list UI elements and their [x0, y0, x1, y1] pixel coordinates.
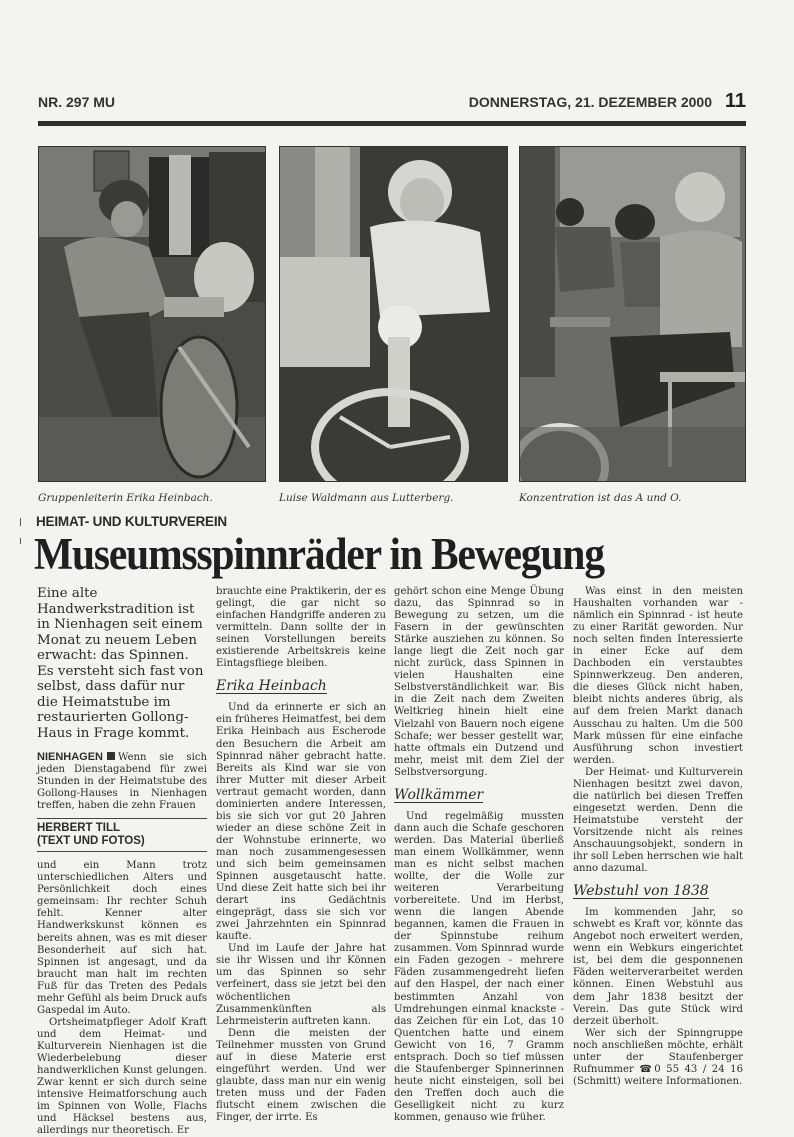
- edition-number: NR. 297 MU: [38, 94, 116, 110]
- page-number: 11: [724, 90, 746, 112]
- photo-1-image: [39, 147, 265, 481]
- photo-3-image: [520, 147, 745, 481]
- body-paragraph: Und regelmäßig mussten dann auch die Schafe geschoren werden. Das Material überließ man einem Wollkämmer, wenn man es nicht selbst machen wollte, der die Wolle zur weiteren Verarbeitung vorbereitete. Und im Herbst, wenn die langen Abende begannen, kamen die Frauen in der Spinnstube reihum zusammen. Vom Spinnrad wurde ein Faden gezogen - mehrere Fäden zusammengedreht liefen auf den Haspel, der nach einer bestimmten Anzahl von Umdrehungen einmal knackste - das Zeichen für ein Lot, das 10 Quentchen hatte und einem Gewicht von 16, 7 Gramm entsprach. Doch so tief müssen die Staufenberger Spinnerinnen heute nicht einsteigen, soll bei den Treffen doch auch die Geselligkeit nicht zu kurz kommen, genauso wie früher.: [394, 810, 564, 1123]
- subhead-webstuhl: Webstuhl von 1838: [573, 883, 709, 900]
- body-paragraph: gehört schon eine Menge Übung dazu, das Spinnrad so in Bewegung zu setzen, um die Fasern in der gewünschten Stärke ausziehen zu können. So lange liegt die Zeit noch gar nicht zurück, dass Spinnen in vielen Haushalten eine Selbstverständlichkeit war. Bis in die Zeit nach dem Zweiten Weltkrieg hinein hielt eine Vielzahl von Bauern noch eigene Schafe; wer besser gestellt war, hatte oftmals ein Dutzend und mehr, meist mit dem Ziel der Selbstversorgung.: [394, 586, 564, 778]
- byline-box: [37, 818, 207, 852]
- contact-paragraph: [573, 1028, 743, 1088]
- article-headline: Museumsspinnräder in Bewegung: [34, 529, 604, 579]
- body-paragraph: Was einst in den meisten Haushalten vorhanden war - nämlich ein Spinnrad - ist heute zu einer Rarität geworden. Nur noch selten finden Interessierte in einer Ecke auf dem Dachboden ein verstaubtes Spinnwerkzeug. Den anderen, die dieses Glück nicht haben, bleibt nichts anderes übrig, als auf dem freien Markt danach Ausschau zu halten. Um die 500 Mark müssen für eine einfache Ausführung schon investiert werden.: [573, 586, 743, 766]
- photo-erika-heinbach: [38, 146, 266, 482]
- article-kicker: HEIMAT- UND KULTURVEREIN: [36, 514, 227, 529]
- body-paragraph: Ortsheimatpfleger Adolf Kraft und dem Heimat- und Kulturverein Nienhagen ist die Wiederbelebung dieser handwerklichen Kunst gelungen. Zwar kennt er sich durch seine intensive Heimatforschung auch im Spinnen von Wolle, Flachs und Häcksel bestens aus, allerdings nur theoretisch. Er: [37, 1016, 207, 1137]
- article-column-2: [216, 586, 386, 1124]
- phone-number: 0 55 43 / 24 16: [654, 1063, 743, 1075]
- body-paragraph: Und im Laufe der Jahre hat sie ihr Wissen und ihr Können um das Spinnen so sehr verfeinert, dass sie jetzt bei den wöchentlichen Zusammenkünften als Lehrmeisterin auftreten kann.: [216, 943, 386, 1027]
- subhead-erika-heinbach: Erika Heinbach: [216, 678, 327, 695]
- intro-paragraph: [37, 751, 207, 812]
- margin-mark: [20, 518, 21, 526]
- body-paragraph: Denn die meisten der Teilnehmer mussten von Grund auf in diese Materie erst eingeführt werden. Und wer glaubte, dass man nur ein wenig treten muss und der Faden flutscht einem zwischen die Finger, der irrte. Es: [216, 1027, 386, 1123]
- contact-text-end: (Schmitt) weitere Informationen.: [573, 1075, 743, 1087]
- body-paragraph: und ein Mann trotz unterschiedlichen Alters und Persönlichkeit doch eines gemeinsam: Ihr rechter Schuh fehlt. Kenner alter Handwerkskunst können es bereits ahnen, was es mit dieser Besonderheit auf sich hat. Spinnen ist angesagt, und da braucht man halt im rechten Fuß für das Treten des Pedals mehr Gefühl als beim Druck aufs Gaspedal im Auto.: [37, 860, 207, 1016]
- photo-2-caption: Luise Waldmann aus Lutterberg.: [279, 492, 454, 504]
- article-column-1: [37, 586, 207, 1137]
- photo-2-image: [280, 147, 507, 481]
- byline-credit: (TEXT UND FOTOS): [37, 835, 145, 848]
- body-paragraph: Im kommenden Jahr, so schwebt es Kraft vor, könnte das Angebot noch erweitert werden, wenn ein Webkurs eingerichtet ist, bei dem die gesponnenen Fäden weiterverarbeitet werden können. Einen Webstuhl aus dem Jahr 1838 besitzt der Verein. Das gute Stück wird derzeit überholt.: [573, 907, 743, 1027]
- intro-text: Wenn sie sich jeden Dienstagabend für zwei Stunden in der Heimatstube des Gollong-Hauses in Nienhagen treffen, haben die zehn Frauen: [37, 752, 207, 812]
- contact-text: Wer sich der Spinngruppe noch anschließen möchte, erhält unter der Staufenberger Rufnummer: [573, 1027, 743, 1075]
- masthead-rule: [38, 121, 746, 126]
- margin-mark: [20, 538, 21, 544]
- article-column-3: [394, 586, 564, 1124]
- body-paragraph: Und da erinnerte er sich an ein früheres Heimatfest, bei dem Erika Heinbach aus Escherode den Besuchern die Arbeit am Spinnrad näher gebracht hatte. Bereits als Kind war sie von ihrer Mutter mit dieser Arbeit vertraut gemacht worden, dann dominierten andere Interessen, bis sie sich vor gut 20 Jahren wieder an diese schöne Zeit in der Wohnstube erinnerte, wo man noch zusammengesessen und sich beim gemeinsamen Spinnen ausgetauscht hatte. Und diese Zeit hatte sich bei ihr derart ins Gedächtnis eingeprägt, dass sie sich vor zwei Jahrzehnten ein Spinnrad kaufte.: [216, 702, 386, 943]
- photo-spinning-group: [519, 146, 746, 482]
- article-lead: Eine alte Handwerkstradition ist in Nienhagen seit einem Monat zu neuem Leben erwacht: das Spinnen. Es versteht sich fast von selbst, dass dafür nur die Heimatstube im restaurierten Gollong-Haus in Frage kommt.: [37, 586, 204, 741]
- subhead-wollkaemmer: Wollkämmer: [394, 786, 484, 803]
- masthead: [38, 90, 746, 116]
- square-bullet-icon: [107, 752, 115, 760]
- photo-1-caption: Gruppenleiterin Erika Heinbach.: [38, 492, 213, 504]
- photo-3-caption: Konzentration ist das A und O.: [519, 492, 682, 504]
- issue-date: DONNERSTAG, 21. DEZEMBER 2000: [468, 94, 712, 110]
- photo-luise-waldmann: [279, 146, 508, 482]
- body-paragraph: brauchte eine Praktikerin, der es gelingt, die gar nicht so einfachen Handgriffe anderen zu vermitteln. Dann sollte der in seinen Vorstellungen bereits existierende Arbeitskreis keine Eintagsfliege bleiben.: [216, 586, 386, 670]
- body-paragraph: Der Heimat- und Kulturverein Nienhagen besitzt zwei davon, die natürlich bei diesen Treffen eingesetzt werden. Denn die Heimatstube versteht der Vorsitzende nicht als reines Anschauungsobjekt, sondern in ihr soll Leben herrschen wie halt anno dazumal.: [573, 766, 743, 875]
- phone-icon: ☎: [639, 1063, 655, 1075]
- dateline: NIENHAGEN: [37, 751, 104, 763]
- byline-author: HERBERT TILL: [37, 822, 121, 835]
- article-column-4: [573, 586, 743, 1088]
